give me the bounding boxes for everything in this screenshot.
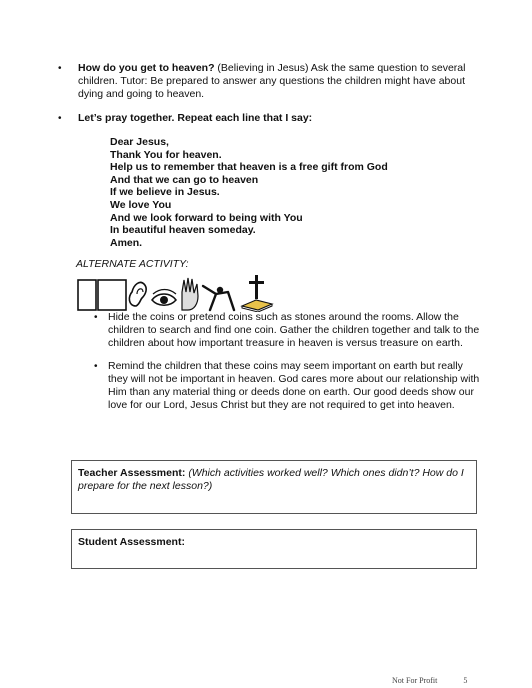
- bullet-text: [78, 112, 478, 125]
- cross-on-bible-icon: [242, 275, 272, 312]
- prayer-line: Amen.: [110, 236, 143, 249]
- prayer-line: We love You: [110, 198, 172, 211]
- eye-icon: [152, 290, 176, 306]
- bullet-rest: (Believing in Jesus) Ask the same question to several children. Tutor: Be prepared to answer any questions the children might have about dying and going to heaven.: [78, 62, 466, 100]
- bullet-bold: Let’s pray together. Repeat each line that I say:: [78, 112, 313, 124]
- prayer-line: And we look forward to being with You: [110, 211, 303, 224]
- student-assessment-label: Student Assessment:: [78, 536, 185, 548]
- bullet-text: [78, 62, 478, 101]
- bullet-dot: •: [94, 361, 98, 372]
- prayer-line: In beautiful heaven someday.: [110, 224, 256, 237]
- alternate-activity-label: ALTERNATE ACTIVITY:: [76, 258, 189, 270]
- prayer-line: Thank You for heaven.: [110, 148, 222, 161]
- bullet-text: Hide the coins or pretend coins such as stones around the rooms. Allow the children to search and find one coin. Gather the children together and talk to the children about how important treasure in heaven is versus treasure on earth.: [108, 311, 480, 349]
- prayer-line: Help us to remember that heaven is a free gift from God: [110, 161, 388, 174]
- rebus-picture-strip: [76, 272, 276, 312]
- square-icon: [98, 280, 126, 310]
- person-bending-icon: [203, 286, 234, 310]
- footer-text: Not For Profit: [392, 676, 438, 685]
- teacher-assessment-label: Teacher Assessment:: [78, 467, 186, 479]
- teacher-assessment-prompt: (Which activities worked well? Which ones didn’t? How do I prepare for the next lesson?): [78, 467, 464, 492]
- ear-icon: [129, 282, 146, 306]
- page-footer: [392, 676, 492, 685]
- hand-icon: [182, 278, 198, 310]
- prayer-line: Dear Jesus,: [110, 136, 169, 148]
- bullet-dot: •: [58, 63, 62, 74]
- bullet-dot: •: [94, 312, 98, 323]
- bullet-bold: How do you get to heaven?: [78, 62, 215, 74]
- rectangle-icon: [78, 280, 96, 310]
- student-assessment-box[interactable]: [71, 529, 477, 569]
- bullet-dot: •: [58, 113, 62, 124]
- prayer-block: [110, 136, 388, 249]
- bullet-text: Remind the children that these coins may seem important on earth but really they will not be important in heaven. God cares more about our relationship with Him than any material thing or deeds done on earth. Our good deeds show our love for our Lord, Jesus Christ but they are not required to get into heaven.: [108, 360, 480, 411]
- teacher-assessment-content: [72, 461, 476, 499]
- student-assessment-content: [72, 530, 476, 555]
- teacher-assessment-box[interactable]: [71, 460, 477, 514]
- prayer-line: And that we can go to heaven: [110, 173, 259, 186]
- page-number: 5: [463, 676, 468, 685]
- prayer-line: If we believe in Jesus.: [110, 186, 220, 199]
